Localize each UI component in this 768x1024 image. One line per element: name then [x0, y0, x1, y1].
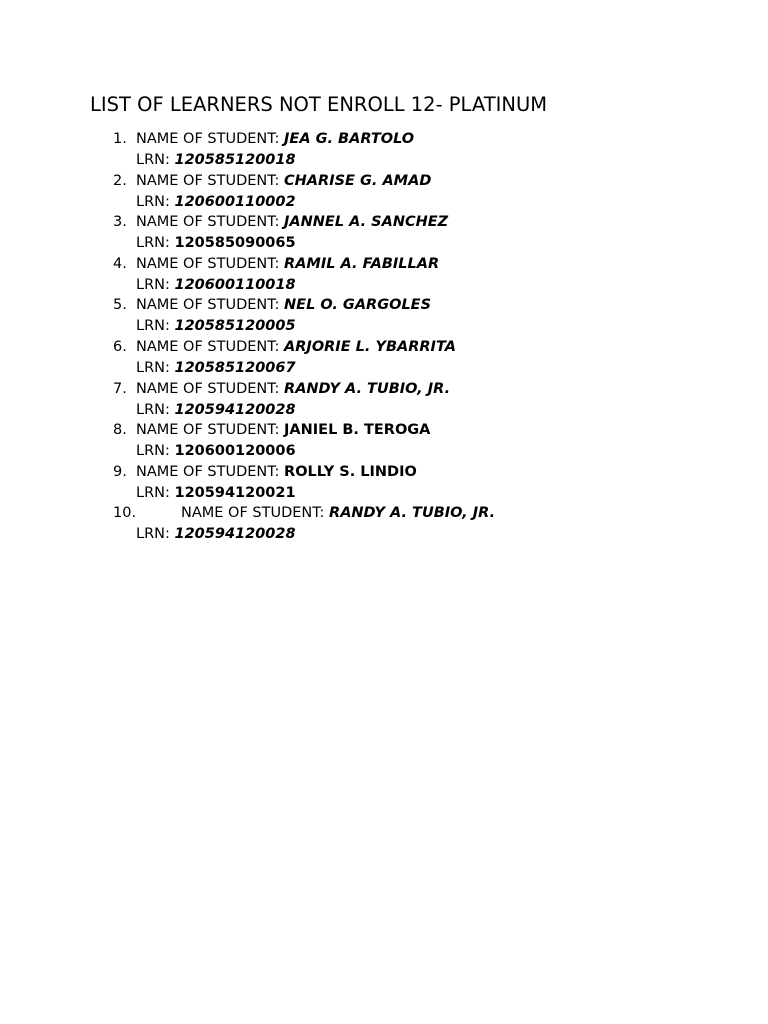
list-item-number: 1.	[113, 131, 127, 147]
list-item-number: 7.	[113, 380, 127, 397]
student-name: CHARISE G. AMAD	[284, 172, 432, 189]
student-lrn: 120594120028	[174, 526, 296, 543]
student-lrn: 120594120021	[174, 484, 296, 501]
list-item-number: 8.	[113, 422, 127, 439]
student-list	[0, 129, 768, 545]
student-lrn: 120600110002	[174, 193, 296, 210]
lrn-label: LRN:	[136, 276, 175, 293]
student-name-line	[136, 379, 450, 400]
lrn-label: LRN:	[136, 152, 175, 168]
name-label: NAME OF STUDENT:	[136, 338, 285, 355]
student-lrn: 120585120005	[174, 318, 296, 335]
lrn-label: LRN:	[136, 526, 175, 543]
student-lrn: 120585090065	[174, 235, 296, 252]
lrn-label: LRN:	[136, 193, 175, 210]
lrn-label: LRN:	[136, 443, 175, 460]
list-item-number: 10.	[113, 505, 137, 522]
student-name-line	[136, 254, 439, 275]
student-name: RANDY A. TUBIO, JR.	[284, 380, 451, 397]
student-lrn-line	[136, 483, 296, 504]
student-name-line	[136, 295, 431, 316]
lrn-label: LRN:	[136, 318, 175, 335]
list-item	[0, 212, 768, 254]
student-lrn: 120600110018	[174, 276, 296, 293]
student-name: JANIEL B. TEROGA	[284, 422, 431, 439]
name-label: NAME OF STUDENT:	[181, 505, 330, 522]
student-name: ROLLY S. LINDIO	[284, 463, 417, 480]
student-lrn-line	[136, 358, 296, 379]
lrn-label: LRN:	[136, 359, 175, 376]
student-name-line	[136, 171, 431, 192]
student-lrn: 120594120028	[174, 401, 296, 418]
student-name: RAMIL A. FABILLAR	[284, 255, 440, 272]
student-lrn-line	[136, 150, 296, 171]
student-lrn: 120600120006	[174, 443, 296, 460]
list-item	[0, 503, 768, 545]
name-label: NAME OF STUDENT:	[136, 214, 285, 231]
list-item	[0, 295, 768, 337]
student-name: ARJORIE L. YBARRITA	[284, 338, 456, 355]
list-item-number: 5.	[113, 297, 127, 314]
document-title: LIST OF LEARNERS NOT ENROLL 12- PLATINUM	[90, 93, 548, 116]
student-lrn-line	[136, 441, 296, 462]
lrn-label: LRN:	[136, 401, 175, 418]
student-name-line	[136, 212, 448, 233]
student-lrn-line	[136, 316, 296, 337]
name-label: NAME OF STUDENT:	[136, 297, 285, 314]
student-lrn-line	[136, 524, 296, 545]
name-label: NAME OF STUDENT:	[136, 463, 285, 480]
student-lrn-line	[136, 233, 296, 254]
student-name-line	[136, 337, 456, 358]
list-item-number: 6.	[113, 338, 127, 355]
list-item-number: 9.	[113, 463, 127, 480]
list-item-number: 2.	[113, 172, 127, 189]
student-name: NEL O. GARGOLES	[284, 297, 432, 314]
lrn-label: LRN:	[136, 484, 175, 501]
name-label: NAME OF STUDENT:	[136, 380, 285, 397]
name-label: NAME OF STUDENT:	[136, 172, 285, 189]
list-item	[0, 379, 768, 421]
list-item	[0, 420, 768, 462]
student-name: JEA G. BARTOLO	[284, 131, 415, 147]
list-item	[0, 337, 768, 379]
student-name-line	[136, 129, 414, 150]
student-name-line	[136, 420, 430, 441]
student-lrn-line	[136, 400, 296, 421]
lrn-label: LRN:	[136, 235, 175, 252]
name-label: NAME OF STUDENT:	[136, 422, 285, 439]
student-name: RANDY A. TUBIO, JR.	[329, 505, 496, 522]
student-lrn-line	[136, 275, 296, 296]
list-item	[0, 254, 768, 296]
list-item-number: 4.	[113, 255, 127, 272]
student-lrn-line	[136, 192, 296, 213]
student-name: JANNEL A. SANCHEZ	[284, 214, 449, 231]
student-name-line	[136, 462, 417, 483]
name-label: NAME OF STUDENT:	[136, 255, 285, 272]
name-label: NAME OF STUDENT:	[136, 131, 285, 147]
list-item	[0, 462, 768, 504]
student-lrn: 120585120018	[174, 152, 296, 168]
list-item	[0, 171, 768, 213]
list-item-number: 3.	[113, 214, 127, 231]
student-name-line	[181, 503, 495, 524]
student-lrn: 120585120067	[174, 359, 296, 376]
list-item	[0, 129, 768, 171]
